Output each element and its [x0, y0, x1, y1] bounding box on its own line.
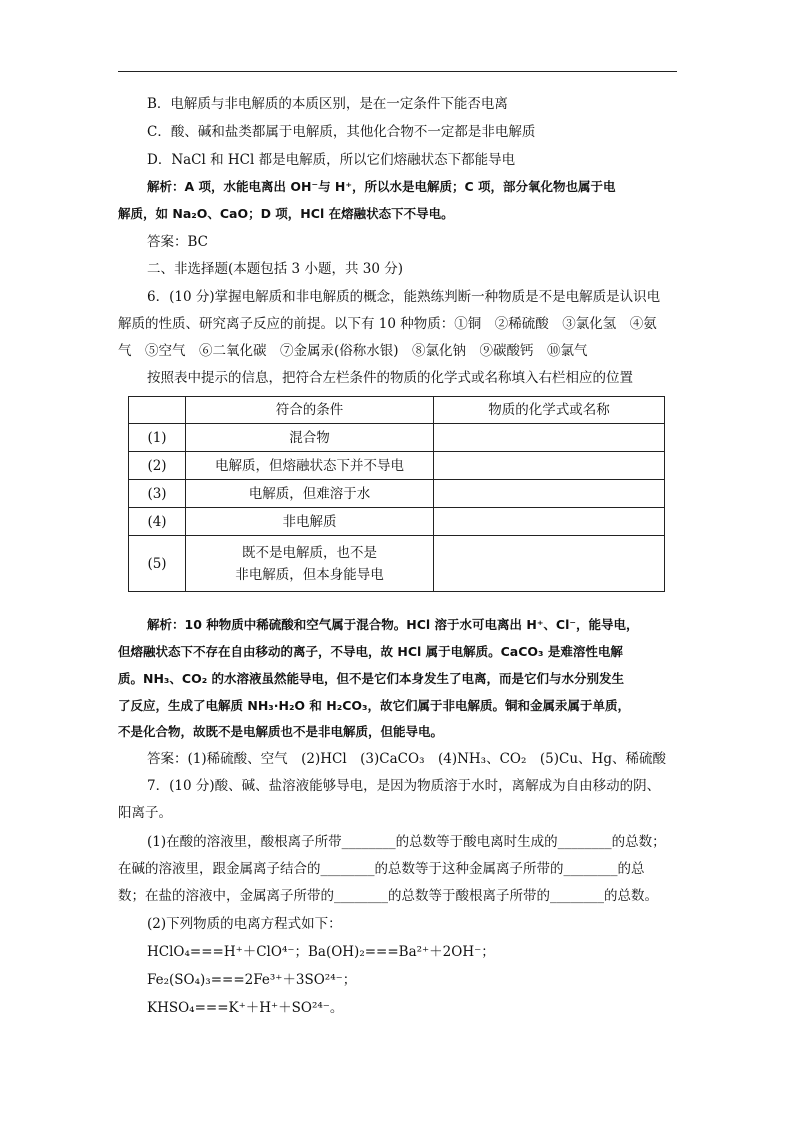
table-header-answer: 物质的化学式或名称: [434, 397, 665, 424]
row-condition: 电解质，但难溶于水: [186, 480, 434, 508]
q7-part1-line3: 数；在盐的溶液中，金属离子所带的________的总数等于酸根离子所带的________的总数。: [118, 888, 658, 904]
row-condition: 非电解质: [186, 508, 434, 536]
q6-analysis-line5: 不是化合物，故既不是电解质也不是非电解质，但能导电。: [118, 724, 444, 739]
q5-answer: 答案：BC: [147, 234, 209, 250]
row-number: (2): [129, 452, 186, 480]
q7-part1-line2: 在碱的溶液里，跟金属离子结合的________的总数等于这种金属离子所带的________的总: [118, 861, 645, 877]
row-number: (3): [129, 480, 186, 508]
table-row: [129, 452, 665, 480]
row-answer-blank[interactable]: [434, 424, 665, 452]
table-row: [129, 536, 665, 592]
q6-line2: 解质的性质、研究离子反应的前提。以下有 10 种物质：①铜 ②稀硫酸 ③氯化氢 ④氨: [118, 316, 657, 332]
conditions-table: [128, 396, 665, 592]
q6-line1: 6．(10 分)掌握电解质和非电解质的概念，能熟练判断一种物质是不是电解质是认识电: [147, 289, 661, 305]
header-rule: [118, 71, 677, 72]
equation-2: Fe₂(SO₄)₃===2Fe³⁺＋3SO²⁴⁻；: [147, 972, 357, 988]
q7-line2: 阳离子。: [118, 805, 172, 821]
table-header-condition: 符合的条件: [186, 397, 434, 424]
table-header-num: [129, 397, 186, 424]
q5-analysis-line1: 解析：A 项，水能电离出 OH⁻与 H⁺，所以水是电解质；C 项，部分氧化物也属于电: [147, 179, 616, 194]
q6-analysis-line2: 但熔融状态下不存在自由移动的离子，不导电，故 HCl 属于电解质。CaCO₃ 是难溶性电解: [118, 644, 623, 659]
section-title: 二、非选择题(本题包括 3 小题，共 30 分): [147, 261, 403, 277]
q6-analysis-line1: 解析：10 种物质中稀硫酸和空气属于混合物。HCl 溶于水可电离出 H⁺、Cl⁻，能导电，: [147, 617, 639, 632]
q6-analysis-line3: 质。NH₃、CO₂ 的水溶液虽然能导电，但不是它们本身发生了电离，而是它们与水分别发生: [118, 671, 625, 686]
row-number: (4): [129, 508, 186, 536]
row-condition: [186, 536, 434, 592]
row-answer-blank[interactable]: [434, 452, 665, 480]
table-row: [129, 424, 665, 452]
equation-3: KHSO₄===K⁺＋H⁺＋SO²⁴⁻。: [147, 1000, 344, 1016]
option-c: C．酸、碱和盐类都属于电解质，其他化合物不一定都是非电解质: [147, 124, 536, 140]
row-answer-blank[interactable]: [434, 508, 665, 536]
q6-analysis-line4: 了反应，生成了电解质 NH₃·H₂O 和 H₂CO₃，故它们属于非电解质。铜和金属汞属于单质，: [118, 698, 630, 713]
table-row: [129, 480, 665, 508]
row-condition: 混合物: [186, 424, 434, 452]
equation-1: HClO₄===H⁺＋ClO⁴⁻；Ba(OH)₂===Ba²⁺＋2OH⁻；: [147, 944, 495, 960]
q6-line3: 气 ⑤空气 ⑥二氧化碳 ⑦金属汞(俗称水银) ⑧氯化钠 ⑨碳酸钙 ⑩氯气: [118, 343, 588, 359]
option-b: B．电解质与非电解质的本质区别，是在一定条件下能否电离: [147, 96, 508, 112]
row-answer-blank[interactable]: [434, 536, 665, 592]
row-number: (5): [129, 536, 186, 592]
row-condition-line2: 非电解质，但本身能导电: [235, 566, 384, 583]
q6-answer: 答案：(1)稀硫酸、空气 (2)HCl (3)CaCO₃ (4)NH₃、CO₂ (5)Cu、Hg、稀硫酸: [147, 751, 666, 767]
q7-part2: (2)下列物质的电离方程式如下：: [147, 916, 342, 932]
row-number: (1): [129, 424, 186, 452]
table-header-row: [129, 397, 665, 424]
option-d: D．NaCl 和 HCl 都是电解质，所以它们熔融状态下都能导电: [147, 152, 516, 168]
row-condition: 电解质，但熔融状态下并不导电: [186, 452, 434, 480]
q7-line1: 7．(10 分)酸、碱、盐溶液能够导电，是因为物质溶于水时，离解成为自由移动的阴、: [147, 778, 661, 794]
q5-analysis-line2: 解质，如 Na₂O、CaO；D 项，HCl 在熔融状态下不导电。: [118, 206, 454, 221]
row-answer-blank[interactable]: [434, 480, 665, 508]
table-row: [129, 508, 665, 536]
q7-part1-line1: (1)在酸的溶液里，酸根离子所带________的总数等于酸电离时生成的________的总数；: [147, 834, 666, 850]
q6-line4: 按照表中提示的信息，把符合左栏条件的物质的化学式或名称填入右栏相应的位置: [147, 370, 633, 386]
row-condition-line1: 既不是电解质，也不是: [242, 544, 377, 561]
